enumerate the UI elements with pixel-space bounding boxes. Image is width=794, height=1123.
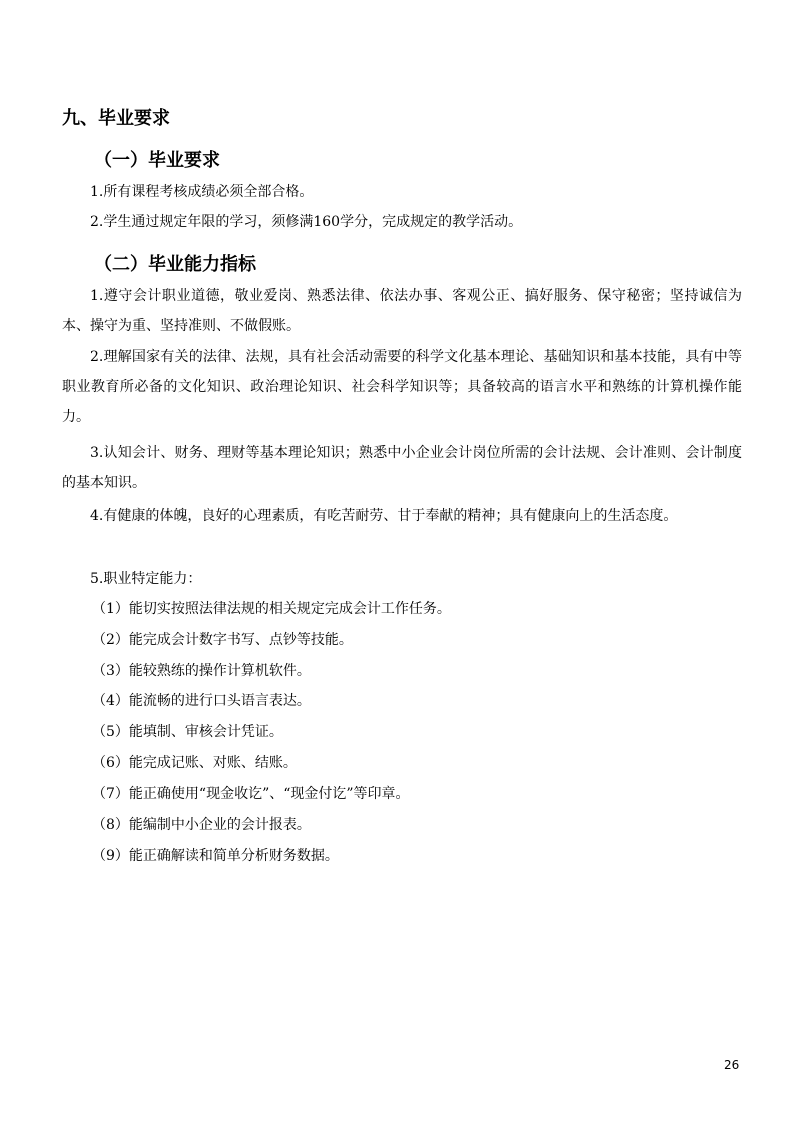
subsection-title-graduation-requirements: （一）毕业要求: [94, 150, 220, 171]
ability-list-item: （5）能填制、审核会计凭证。: [92, 724, 283, 740]
ability-list-item: （4）能流畅的进行口头语言表达。: [92, 693, 311, 709]
subsection-title-ability-indicators: （二）毕业能力指标: [94, 254, 256, 275]
ability-list-item: （6）能完成记账、对账、结账。: [92, 755, 297, 771]
ability-paragraph-4: 4.有健康的体魄，良好的心理素质，有吃苦耐劳、甘于奉献的精神；具有健康向上的生活态度。: [90, 508, 678, 524]
page-number: 26: [724, 1058, 740, 1072]
ability-list-item: （3）能较熟练的操作计算机软件。: [92, 663, 311, 679]
ability-paragraph-5: 5.职业特定能力：: [90, 571, 202, 587]
ability-list-item: （1）能切实按照法律法规的相关规定完成会计工作任务。: [92, 601, 451, 617]
ability-list-item: （9）能正确解读和简单分析财务数据。: [92, 848, 339, 864]
section-title: 九、毕业要求: [62, 108, 170, 129]
ability-paragraph-3: 3.认知会计、财务、理财等基本理论知识；熟悉中小企业会计岗位所需的会计法规、会计准则、会计制度的基本知识。: [62, 445, 742, 491]
ability-paragraph-2: 2.理解国家有关的法律、法规，具有社会活动需要的科学文化基本理论、基础知识和基本技能，具有中等职业教育所必备的文化知识、政治理论知识、社会科学知识等；具备较高的语言水平和熟练的计算机操作能力。: [62, 349, 742, 425]
requirement-item-1: 1.所有课程考核成绩必须全部合格。: [90, 184, 314, 200]
ability-list-item: （7）能正确使用“现金收讫”、“现金付讫”等印章。: [92, 786, 410, 802]
ability-list-item: （8）能编制中小企业的会计报表。: [92, 817, 311, 833]
ability-paragraph-1: 1.遵守会计职业道德，敬业爱岗、熟悉法律、依法办事、客观公正、搞好服务、保守秘密；坚持诚信为本、操守为重、坚持准则、不做假账。: [62, 288, 742, 334]
requirement-item-2: 2.学生通过规定年限的学习，须修满160学分，完成规定的教学活动。: [90, 214, 523, 230]
ability-list-item: （2）能完成会计数字书写、点钞等技能。: [92, 632, 353, 648]
